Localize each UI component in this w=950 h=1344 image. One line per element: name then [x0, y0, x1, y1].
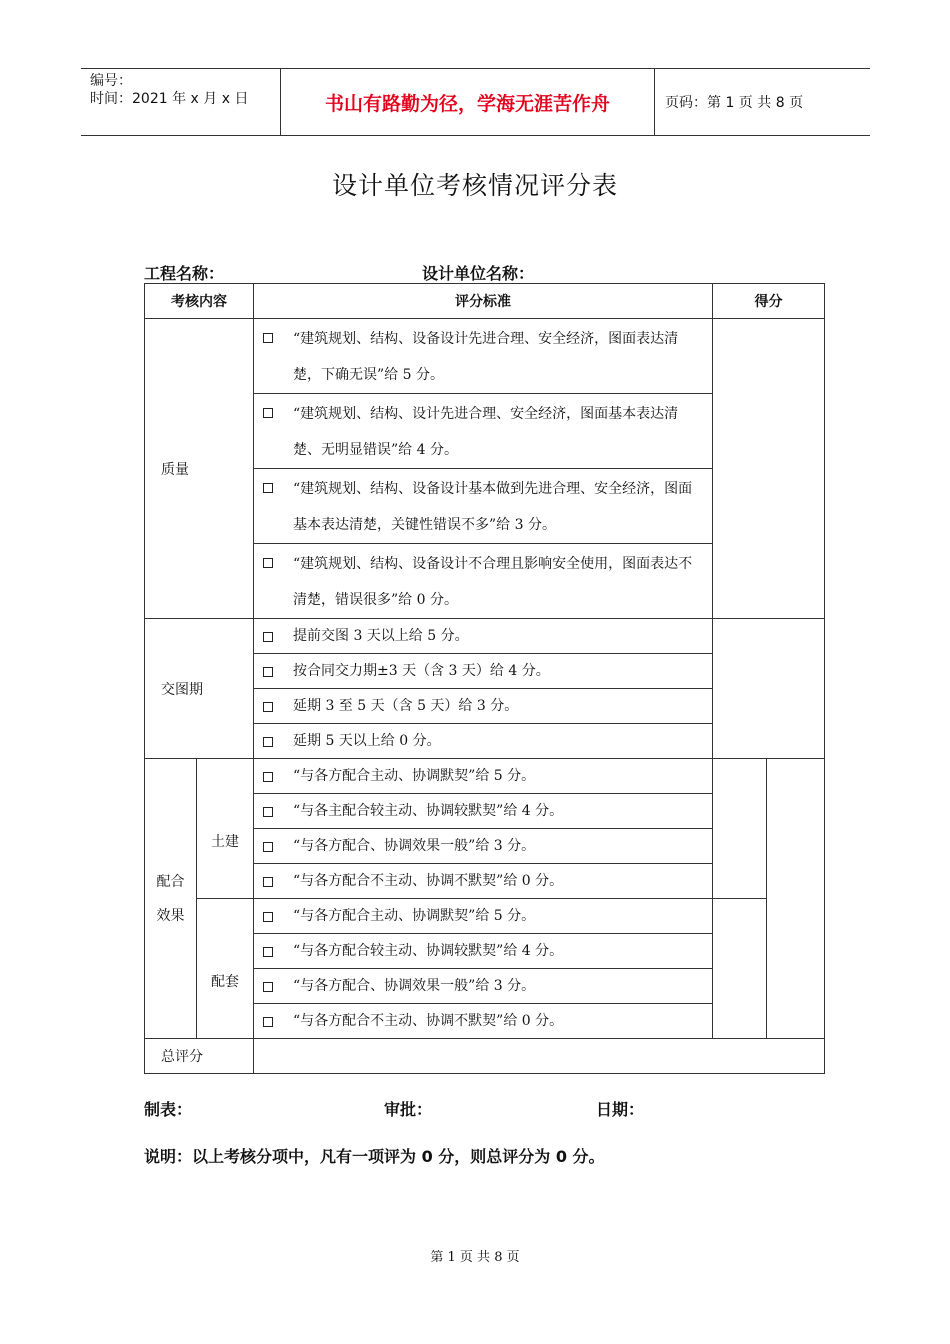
- score-table: [144, 283, 825, 1074]
- checkbox[interactable]: [263, 912, 273, 922]
- maker-label: 制表：: [144, 1100, 193, 1119]
- header-page-label: 页码：第 1 页 共 8 页: [665, 95, 804, 111]
- criteria-cell: [254, 654, 713, 689]
- project-name-label: 工程名称：: [144, 264, 225, 283]
- quality-label: 质量: [145, 319, 254, 619]
- criteria-cell: [254, 544, 713, 619]
- criteria-cell: [254, 724, 713, 759]
- criteria-cell: [254, 829, 713, 864]
- date-label: 日期：: [596, 1100, 645, 1119]
- col-header-content: 考核内容: [145, 284, 254, 319]
- coop-label: [145, 759, 197, 1039]
- total-score-cell[interactable]: [254, 1039, 825, 1074]
- header-meta: [81, 69, 281, 135]
- checkbox[interactable]: [263, 632, 273, 642]
- checkbox[interactable]: [263, 737, 273, 747]
- table-row: [145, 899, 825, 934]
- design-unit-label: 设计单位名称：: [422, 264, 535, 283]
- criteria-cell: [254, 689, 713, 724]
- criteria-text: “建筑规划、结构、设备设计不合理且影响安全使用，图面表达不清楚，错误很多”给 0 分。: [293, 556, 693, 608]
- document-header: [81, 68, 870, 136]
- number-label: 编号：: [90, 73, 132, 89]
- col-header-criteria: 评分标准: [254, 284, 713, 319]
- criteria-text: “建筑规划、结构、设备设计先进合理、安全经济，图面表达清楚，下确无误”给 5 分。: [293, 331, 679, 383]
- table-row: [145, 619, 825, 654]
- checkbox[interactable]: [263, 982, 273, 992]
- coop-label-line1: 配合: [156, 873, 185, 890]
- criteria-cell: [254, 864, 713, 899]
- delivery-score-cell[interactable]: [713, 619, 825, 759]
- table-row: [145, 1039, 825, 1074]
- table-row: [145, 759, 825, 794]
- criteria-text: “与各方配合主动、协调默契”给 5 分。: [293, 908, 536, 924]
- checkbox[interactable]: [263, 558, 273, 568]
- criteria-text: 延期 3 至 5 天（含 5 天）给 3 分。: [293, 698, 519, 714]
- criteria-text: “与各方配合不主动、协调不默契”给 0 分。: [293, 1013, 564, 1029]
- checkbox[interactable]: [263, 842, 273, 852]
- civil-label: 土建: [197, 759, 254, 899]
- quality-score-cell[interactable]: [713, 319, 825, 619]
- criteria-cell: [254, 794, 713, 829]
- criteria-text: 按合同交力期±3 天（含 3 天）给 4 分。: [293, 663, 550, 679]
- delivery-label: 交图期: [145, 619, 254, 759]
- support-score-cell[interactable]: [713, 899, 767, 1039]
- checkbox[interactable]: [263, 772, 273, 782]
- checkbox[interactable]: [263, 333, 273, 343]
- criteria-cell: [254, 1004, 713, 1039]
- criteria-text: “与各方配合、协调效果一般”给 3 分。: [293, 838, 536, 854]
- criteria-cell: [254, 469, 713, 544]
- table-row: [145, 319, 825, 394]
- coop-score-cell[interactable]: [767, 759, 825, 1039]
- page-title: 设计单位考核情况评分表: [331, 171, 618, 200]
- criteria-cell: [254, 969, 713, 1004]
- criteria-text: 提前交图 3 天以上给 5 分。: [293, 628, 469, 644]
- criteria-cell: [254, 899, 713, 934]
- col-header-score: 得分: [713, 284, 825, 319]
- table-header-row: [145, 284, 825, 319]
- criteria-cell: [254, 394, 713, 469]
- page-number: 第 1 页 共 8 页: [430, 1250, 520, 1265]
- checkbox[interactable]: [263, 702, 273, 712]
- checkbox[interactable]: [263, 408, 273, 418]
- time-label: 时间：2021 年 x 月 x 日: [90, 91, 249, 107]
- criteria-cell: [254, 934, 713, 969]
- coop-label-line2: 效果: [156, 907, 185, 924]
- support-label: 配套: [197, 899, 254, 1039]
- criteria-cell: [254, 619, 713, 654]
- header-motto: 书山有路勤为径，学海无涯苦作舟: [281, 69, 655, 135]
- total-label: 总评分: [145, 1039, 254, 1074]
- criteria-text: “建筑规划、结构、设计先进合理、安全经济，图面基本表达清楚、无明显错误”给 4 分。: [293, 406, 679, 458]
- criteria-text: “与各主配合较主动、协调较默契”给 4 分。: [293, 803, 564, 819]
- criteria-text: “与各方配合不主动、协调不默契”给 0 分。: [293, 873, 564, 889]
- checkbox[interactable]: [263, 807, 273, 817]
- criteria-text: “与各方配合主动、协调默契”给 5 分。: [293, 768, 536, 784]
- criteria-text: “与各方配合较主动、协调较默契”给 4 分。: [293, 943, 564, 959]
- criteria-cell: [254, 759, 713, 794]
- checkbox[interactable]: [263, 483, 273, 493]
- checkbox[interactable]: [263, 877, 273, 887]
- criteria-text: 延期 5 天以上给 0 分。: [293, 733, 441, 749]
- note-text: 说明：以上考核分项中，凡有一项评为 0 分，则总评分为 0 分。: [144, 1147, 605, 1166]
- criteria-text: “与各方配合、协调效果一般”给 3 分。: [293, 978, 536, 994]
- checkbox[interactable]: [263, 1017, 273, 1027]
- criteria-text: “建筑规划、结构、设备设计基本做到先进合理、安全经济，图面基本表达清楚，关键性错误不多”给 3 分。: [293, 481, 693, 533]
- approve-label: 审批：: [384, 1100, 433, 1119]
- criteria-cell: [254, 319, 713, 394]
- civil-score-cell[interactable]: [713, 759, 767, 899]
- checkbox[interactable]: [263, 947, 273, 957]
- checkbox[interactable]: [263, 667, 273, 677]
